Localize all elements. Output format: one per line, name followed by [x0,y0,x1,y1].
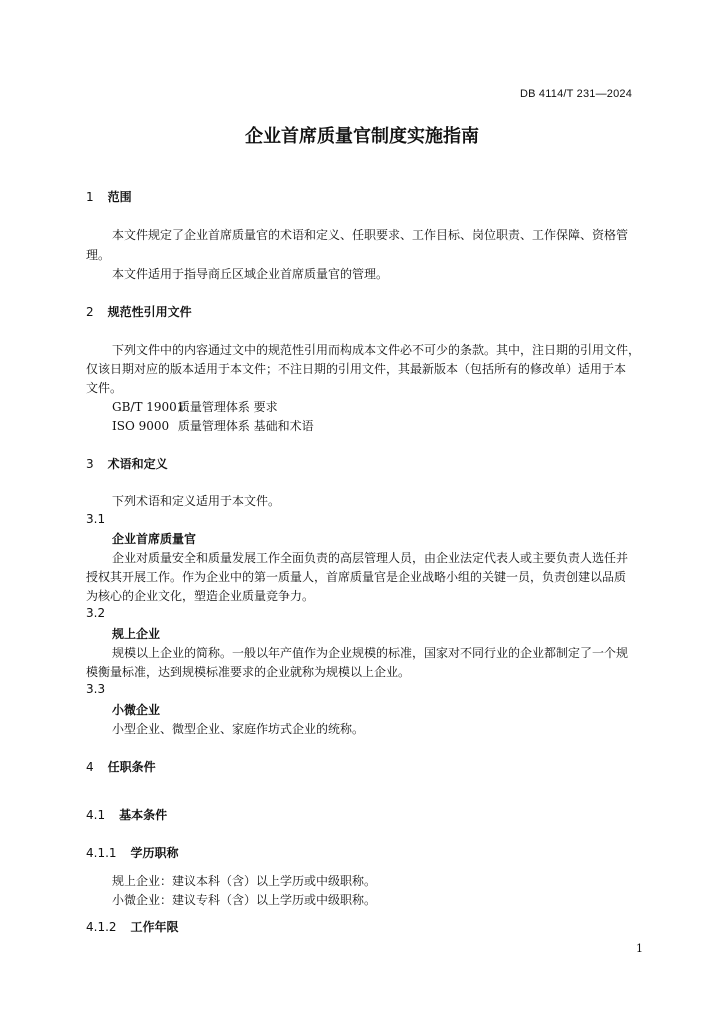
term-name: 规上企业 [112,627,161,641]
section-number: 4 [86,760,94,774]
paragraph-line: 小型企业、微型企业、家庭作坊式企业的统称。 [112,722,365,736]
document-title: 企业首席质量官制度实施指南 [245,126,479,147]
page-number: 1 [636,942,643,955]
section-title: 任职条件 [107,760,156,774]
reference-name: 质量管理体系 要求 [177,400,278,414]
paragraph-line: 规模以上企业的简称。一般以年产值作为企业规模的标准，国家对不同行业的企业都制定了一个规 [112,646,629,660]
paragraph-line: 理。 [86,248,111,262]
reference-name: 质量管理体系 基础和术语 [177,419,314,433]
paragraph-line: 本文件适用于指导商丘区域企业首席质量官的管理。 [112,267,389,281]
section-title: 基本条件 [119,808,168,822]
section-number: 4.1.2 [86,920,117,934]
paragraph-line: 本文件规定了企业首席质量官的术语和定义、任职要求、工作目标、岗位职责、工作保障、资格管 [112,228,629,242]
paragraph-line: 文件。 [86,381,123,395]
section-3-heading [86,455,168,472]
term-name: 小微企业 [112,703,161,717]
paragraph-line: 授权其开展工作。作为企业中的第一质量人，首席质量官是企业战略小组的关键一员，负责创建以品质 [86,570,627,584]
subsection-4-1-2-heading [86,918,179,935]
term-number: 3.2 [86,606,106,620]
subsection-4-1-heading [86,806,167,823]
section-4-heading [86,758,156,775]
paragraph-line: 下列术语和定义适用于本文件。 [112,494,281,508]
subsection-4-1-1-heading [86,844,179,861]
paragraph-line: 企业对质量安全和质量发展工作全面负责的高层管理人员，由企业法定代表人或主要负责人选任并 [112,551,629,565]
document-number: DB 4114/T 231—2024 [520,88,633,100]
section-2-heading [86,303,192,320]
paragraph-line: 规上企业：建议本科（含）以上学历或中级职称。 [112,874,377,888]
paragraph-line: 模衡量标准，达到规模标准要求的企业就称为规模以上企业。 [86,665,411,679]
paragraph-line: 下列文件中的内容通过文中的规范性引用而构成本文件必不可少的条款。其中，注日期的引用文件， [112,343,641,357]
term-name: 企业首席质量官 [112,532,197,546]
term-number: 3.3 [86,682,106,696]
section-number: 3 [86,457,94,471]
section-number: 1 [86,190,94,204]
term-number: 3.1 [86,512,106,526]
section-number: 4.1.1 [86,846,117,860]
section-number: 4.1 [86,808,106,822]
paragraph-line: 小微企业：建议专科（含）以上学历或中级职称。 [112,893,377,907]
paragraph-line: 仅该日期对应的版本适用于本文件；不注日期的引用文件，其最新版本（包括所有的修改单）适用于本 [86,362,627,376]
reference-code: ISO 9000 [112,419,170,433]
section-number: 2 [86,305,94,319]
section-title: 规范性引用文件 [107,305,192,319]
section-title: 工作年限 [130,920,179,934]
normative-reference [112,398,278,415]
section-1-heading [86,188,132,205]
section-title: 学历职称 [130,846,179,860]
section-title: 术语和定义 [107,457,168,471]
normative-reference [112,417,314,434]
reference-code: GB/T 19001 [112,400,185,414]
section-title: 范围 [107,190,132,204]
paragraph-line: 为核心的企业文化，塑造企业质量竞争力。 [86,589,315,603]
